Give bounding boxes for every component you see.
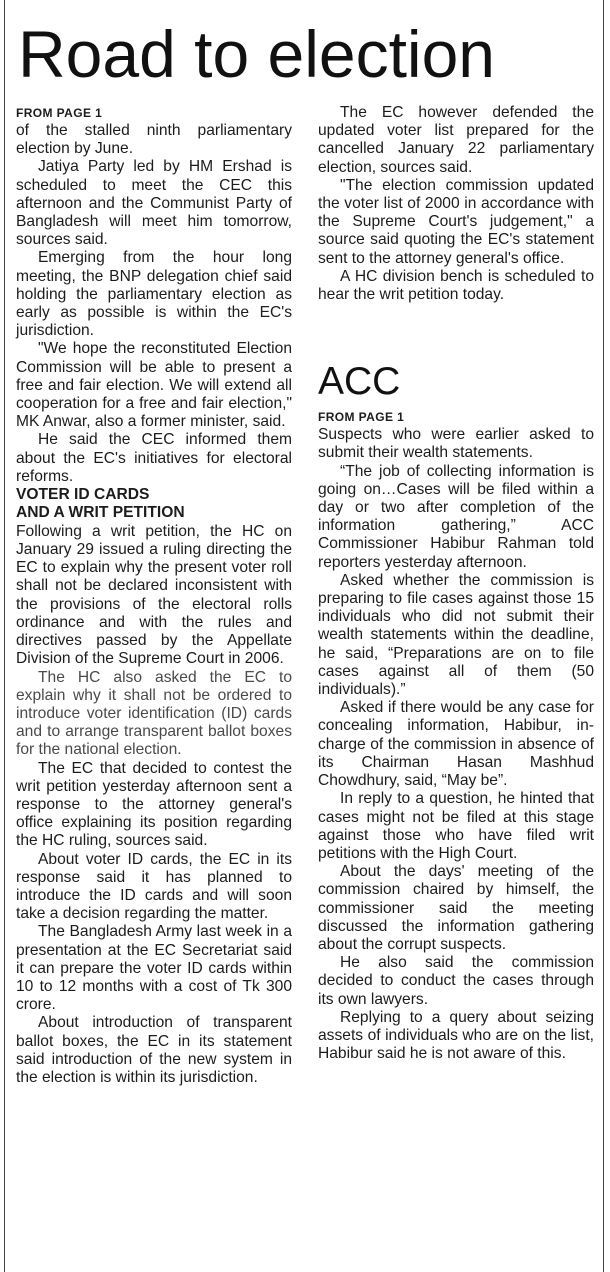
paragraph: "We hope the reconstituted Election Commission will be able to present a free and fair election. We will extend all cooperation for a free and fair election," MK Anwar, also a former minister, said. — [16, 340, 292, 431]
paragraph: The Bangladesh Army last week in a presentation at the EC Secretariat said it can prepare the voter ID cards within 10 to 12 months with a cost of Tk 300 crore. — [16, 923, 292, 1014]
right-border-rule — [603, 0, 604, 1272]
paragraph: The EC however defended the updated voter list prepared for the cancelled January 22 parliamentary election, sources said. — [318, 104, 594, 176]
from-page-label: FROM PAGE 1 — [318, 410, 405, 425]
paragraph: The HC also asked the EC to explain why it shall not be ordered to introduce voter identification (ID) cards and to arrange transparent ballot boxes for the national election. — [16, 668, 292, 759]
paragraph: In reply to a question, he hinted that cases might not be filed at this stage against those who have filed writ petitions with the High Court. — [318, 790, 594, 862]
paragraph: About voter ID cards, the EC in its response said it has planned to introduce the ID cards and will soon take a decision regarding the matter. — [16, 850, 292, 923]
paragraph: He said the CEC informed them about the EC's initiatives for electoral reforms. — [16, 431, 292, 485]
story-headline: Road to election — [18, 17, 495, 91]
right-column — [318, 104, 594, 1063]
paragraph: A HC division bench is scheduled to hear the writ petition today. — [318, 267, 594, 304]
left-column — [16, 106, 292, 1087]
paragraph: Following a writ petition, the HC on January 29 issued a ruling directing the EC to explain why the present voter roll shall not be declared inconsistent with the provisions of the electoral rolls ordinance and with the rules and directives passed by the Appellate Division of the Supreme Court in 2006. — [16, 522, 292, 668]
paragraph: “The job of collecting information is going on…Cases will be filed within a day or two after completion of the information gathering,” ACC Commissioner Habibur Rahman told reporters yesterday afternoon. — [318, 462, 594, 571]
subhead-line: AND A WRIT PETITION — [16, 504, 185, 522]
paragraph: "The election commission updated the voter list of 2000 in accordance with the Supreme Court's judgement," a source said quoting the EC's statement sent to the attorney general's office. — [318, 176, 594, 267]
paragraph: Suspects who were earlier asked to submit their wealth statements. — [318, 426, 594, 462]
paragraph: About introduction of transparent ballot boxes, the EC in its statement said introduction of the new system in the election is within its jurisdiction. — [16, 1014, 292, 1086]
paragraph: Emerging from the hour long meeting, the BNP delegation chief said holding the parliamentary election as early as possible is within the EC's jurisdiction. — [16, 249, 292, 340]
paragraph: About the days' meeting of the commission chaired by himself, the commissioner said the meeting discussed the information gathering about the corrupt suspects. — [318, 863, 594, 953]
paragraph: Asked whether the commission is preparing to file cases against those 15 individuals who did not submit their wealth statements within the deadline, he said, “Preparations are on to file cases against all of them (50 individuals).” — [318, 571, 594, 699]
paragraph: He also said the commission decided to conduct the cases through its own lawyers. — [318, 954, 594, 1008]
subhead-line: VOTER ID CARDS — [16, 486, 150, 504]
paragraph: of the stalled ninth parliamentary election by June. — [16, 122, 292, 158]
acc-headline: ACC — [318, 360, 401, 404]
from-page-label: FROM PAGE 1 — [16, 106, 103, 120]
paragraph: Replying to a query about seizing assets of individuals who are on the list, Habibur said he is not aware of this. — [318, 1008, 594, 1063]
paragraph: Asked if there would be any case for concealing information, Habibur, in-charge of the commission in absence of its Chairman Hasan Mashhud Chowdhury, said, “May be”. — [318, 699, 594, 790]
paragraph: Jatiya Party led by HM Ershad is scheduled to meet the CEC this afternoon and the Communist Party of Bangladesh will meet him tomorrow, sources said. — [16, 158, 292, 249]
left-border-rule — [4, 0, 5, 1272]
paragraph: The EC that decided to contest the writ petition yesterday afternoon sent a response to the attorney general's office explaining its position regarding the HC ruling, sources said. — [16, 759, 292, 850]
